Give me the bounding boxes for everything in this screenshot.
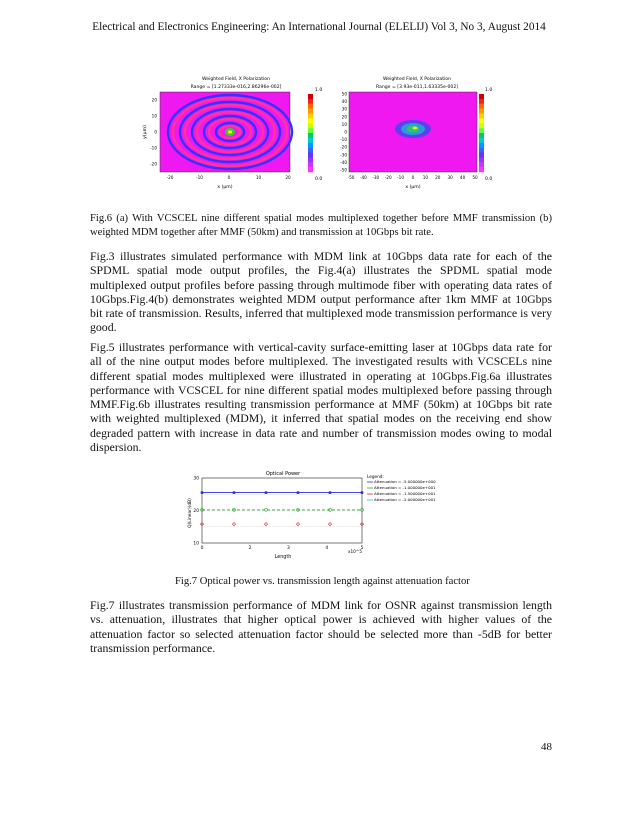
fig6b-x-tick-label: 40 bbox=[459, 175, 466, 180]
colorbar-segment bbox=[308, 94, 313, 99]
fig7-legend-title: Legend: bbox=[367, 474, 384, 479]
colorbar-segment bbox=[308, 162, 313, 167]
fig6a-y-tick-label: 10 bbox=[151, 113, 157, 119]
fig6a-y-tick-label: 0 bbox=[154, 129, 157, 135]
fig6b-scale-top: 1.0 bbox=[485, 88, 493, 93]
fig7-caption: Fig.7 Optical power vs. transmission length against attenuation factor bbox=[175, 576, 470, 587]
fig6a-ylabel: y(µm) bbox=[143, 125, 148, 139]
fig6a-scale-bottom: 0.0 bbox=[315, 177, 323, 182]
fig6a-xlabel: x (µm) bbox=[217, 185, 233, 190]
fig6a-x-tick-label: 20 bbox=[285, 175, 291, 180]
fig6b-y-tick-label: -30 bbox=[340, 152, 347, 158]
fig6a-field-plot bbox=[140, 74, 332, 192]
fig7-x-tick-label: 3 bbox=[287, 546, 290, 551]
field-core-peak bbox=[228, 130, 232, 133]
colorbar-segment bbox=[308, 118, 313, 123]
fig7-x-tick-label: 4 bbox=[325, 546, 329, 551]
colorbar-segment bbox=[308, 143, 313, 148]
fig6b-x-tick-label: 20 bbox=[435, 175, 441, 180]
fig6b-y-tick-label: -50 bbox=[340, 167, 347, 173]
fig7-chart bbox=[185, 468, 455, 563]
fig6b-x-ticks bbox=[348, 175, 478, 180]
fig6b-x-tick-label: -40 bbox=[359, 175, 367, 180]
colorbar-segment bbox=[308, 157, 313, 162]
colorbar-segment bbox=[479, 123, 484, 128]
fig6-caption: Fig.6 (a) With VCSCEL nine different spatial modes multiplexed together before MMF transmission (b) weighted MDM together after MMF (50km) and transmission at 10Gbps bit rate. bbox=[90, 213, 552, 238]
fig6b-y-tick-label: 30 bbox=[341, 106, 347, 112]
fig7-point bbox=[201, 491, 204, 494]
fig7-y-ticks bbox=[193, 476, 199, 547]
fig6a-x-ticks bbox=[167, 175, 291, 180]
fig6b-svg bbox=[335, 74, 505, 192]
fig7-x-tick-label: 0 bbox=[200, 546, 204, 551]
fig6b-y-tick-label: 40 bbox=[341, 99, 347, 105]
fig6b-y-tick-label: 50 bbox=[341, 91, 347, 97]
colorbar-segment bbox=[479, 128, 484, 133]
fig6b-x-tick-label: -10 bbox=[397, 175, 405, 180]
colorbar-segment bbox=[308, 167, 313, 172]
fig6b-x-tick-label: 10 bbox=[422, 175, 429, 180]
fig6b-title: Weighted Field, X Polarization bbox=[382, 77, 452, 82]
fig7-legend-label: Attenuation = -1.000000e+001 bbox=[374, 485, 436, 490]
fig7-svg bbox=[185, 468, 455, 563]
fig6b-y-tick-label: -20 bbox=[340, 144, 347, 150]
fig6b-x-tick-label: 0 bbox=[411, 175, 415, 180]
fig7-point bbox=[233, 491, 236, 494]
paragraph-3: Fig.7 illustrates transmission performance of MDM link for OSNR against transmission length vs. attenuation, illustrates that higher optical power is achieved with higher values of the attenuation factor so selected attenuation factor should be selected more than -5dB for better transmission performance. bbox=[90, 598, 552, 655]
colorbar-segment bbox=[308, 148, 313, 153]
colorbar-segment bbox=[479, 118, 484, 123]
colorbar-segment bbox=[479, 138, 484, 143]
colorbar-segment bbox=[308, 133, 313, 138]
fig6a-x-tick-label: -20 bbox=[166, 175, 174, 180]
fig6a-x-tick-label: -10 bbox=[196, 175, 203, 180]
fig6a-scale-top: 1.0 bbox=[315, 88, 323, 93]
paragraph-1: Fig.3 illustrates simulated performance with MDM link at 10Gbps data rate for each of the SPDML spatial mode output profiles, the Fig.4(a) illustrates the SPDML spatial mode multiplexed output profiles before passing through multimode fiber with operating data rates of 10Gbps.Fig.4(b) demonstrates weighted MDM output performance after 1km MMF at 10Gbps bit rate of transmission. Results, inferred that multiplexed mode transmission performance is very good. bbox=[90, 249, 552, 335]
fig6a-x-tick-label: 10 bbox=[255, 175, 262, 180]
fig7-xlabel: Length bbox=[274, 555, 292, 560]
fig7-y-tick-label: 30 bbox=[193, 476, 199, 482]
fig6b-x-tick-label: 30 bbox=[447, 175, 453, 180]
colorbar-segment bbox=[479, 99, 484, 104]
fig6b-field-plot bbox=[335, 74, 505, 192]
colorbar-segment bbox=[479, 104, 484, 109]
colorbar-segment bbox=[479, 157, 484, 162]
fig7-x-tick-label: 5 bbox=[360, 546, 364, 551]
fig6b-y-tick-label: -40 bbox=[340, 159, 347, 165]
fig7-y-tick-label: 20 bbox=[193, 509, 199, 514]
colorbar-segment bbox=[308, 153, 313, 158]
fig6a-x-tick-label: 0 bbox=[227, 175, 231, 180]
colorbar-segment bbox=[308, 109, 313, 114]
colorbar-segment bbox=[308, 123, 313, 128]
fig6b-y-tick-label: 0 bbox=[344, 129, 347, 135]
fig7-point bbox=[297, 491, 300, 494]
colorbar-segment bbox=[479, 109, 484, 114]
fig7-point bbox=[328, 523, 331, 526]
page-number: 48 bbox=[541, 741, 552, 753]
colorbar-segment bbox=[308, 104, 313, 109]
fig7-point bbox=[265, 508, 268, 511]
fig6b-range: Range = [3.93e-011,1.63335e-002] bbox=[375, 85, 459, 90]
fig6b-y-tick-label: 20 bbox=[341, 114, 347, 120]
fig6a-y-tick-label: -10 bbox=[150, 145, 157, 151]
fig6b-mode-pattern bbox=[395, 120, 431, 138]
fig6a-title: Weighted Field, X Polarization bbox=[201, 77, 271, 82]
fig6b-x-tick-label: 50 bbox=[472, 175, 478, 180]
fig6a-y-ticks bbox=[150, 98, 157, 167]
fig7-legend-label: Attenuation = -1.500000e+001 bbox=[374, 491, 436, 496]
paragraph-2: Fig.5 illustrates performance with vertical-cavity surface-emitting laser at 10Gbps data rate for all of the nine output modes before multiplexed. The investigated results with VCSCELs nine different spatial modes multiplexed were illustrated in operating at 10Gbps.Fig.6a illustrates performance with VCSCEL for nine different spatial modes multiplexed before passing through MMF.Fig.6b illustrates resulting transmission performance at MMF (50km) at 10Gbps bit rate with weighted multiplexed (MDM), it inferred that spatial modes on the receiving end show degraded pattern with increase in data rate and number of transmission modes owing to modal dispersion. bbox=[90, 340, 552, 455]
fig7-x-tick-label: 2 bbox=[248, 546, 252, 551]
fig6a-y-tick-label: 20 bbox=[151, 97, 157, 103]
fig6b-scale-bottom: 0.0 bbox=[485, 177, 493, 182]
field-blob-peak bbox=[413, 127, 418, 130]
colorbar-segment bbox=[479, 114, 484, 119]
fig7-ylabel: Q(Linear)(dB) bbox=[188, 498, 193, 528]
fig7-legend-label: Attenuation = -5.000000e+000 bbox=[374, 479, 436, 484]
fig6b-x-tick-label: -50 bbox=[347, 175, 355, 180]
colorbar-segment bbox=[308, 99, 313, 104]
fig7-point bbox=[264, 523, 267, 526]
fig6a-svg bbox=[140, 74, 332, 192]
fig7-x-ticks bbox=[201, 545, 364, 551]
fig7-legend bbox=[367, 479, 436, 502]
fig7-y-tick-label: 10 bbox=[193, 541, 199, 547]
field-blob-inner bbox=[407, 126, 419, 133]
fig6b-colorbar bbox=[479, 94, 484, 172]
fig6b-x-tick-label: -30 bbox=[372, 175, 380, 180]
colorbar-segment bbox=[479, 94, 484, 99]
fig7-point bbox=[361, 491, 364, 494]
fig6a-range: Range = [1.27333e-016,2.86296e-002] bbox=[190, 85, 282, 90]
colorbar-segment bbox=[479, 143, 484, 148]
fig7-point bbox=[329, 491, 332, 494]
fig7-point bbox=[265, 491, 268, 494]
colorbar-segment bbox=[308, 114, 313, 119]
fig7-title: Optical Power bbox=[265, 471, 301, 477]
fig7-x-multiplier: x10^5 bbox=[348, 549, 362, 554]
colorbar-segment bbox=[479, 167, 484, 172]
colorbar-segment bbox=[308, 138, 313, 143]
colorbar-segment bbox=[479, 148, 484, 153]
fig6b-xlabel: x (µm) bbox=[405, 185, 421, 190]
fig7-series bbox=[200, 491, 363, 525]
fig6b-y-tick-label: -10 bbox=[340, 137, 347, 143]
fig7-point bbox=[296, 523, 299, 526]
fig7-legend-label: Attenuation = -2.000000e+001 bbox=[374, 497, 436, 502]
fig6b-y-ticks bbox=[340, 92, 347, 173]
fig6a-colorbar bbox=[308, 94, 313, 172]
fig6b-y-tick-label: 10 bbox=[341, 121, 347, 127]
colorbar-segment bbox=[479, 162, 484, 167]
colorbar-segment bbox=[479, 153, 484, 158]
fig6a-y-tick-label: -20 bbox=[150, 161, 157, 167]
fig6b-x-tick-label: -20 bbox=[384, 175, 392, 180]
fig7-grid bbox=[202, 494, 362, 527]
colorbar-segment bbox=[479, 133, 484, 138]
journal-header: Electrical and Electronics Engineering: An International Journal (ELELIJ) Vol 3, No 3, August 2014 bbox=[92, 21, 546, 33]
colorbar-segment bbox=[308, 128, 313, 133]
fig7-point bbox=[232, 523, 235, 526]
